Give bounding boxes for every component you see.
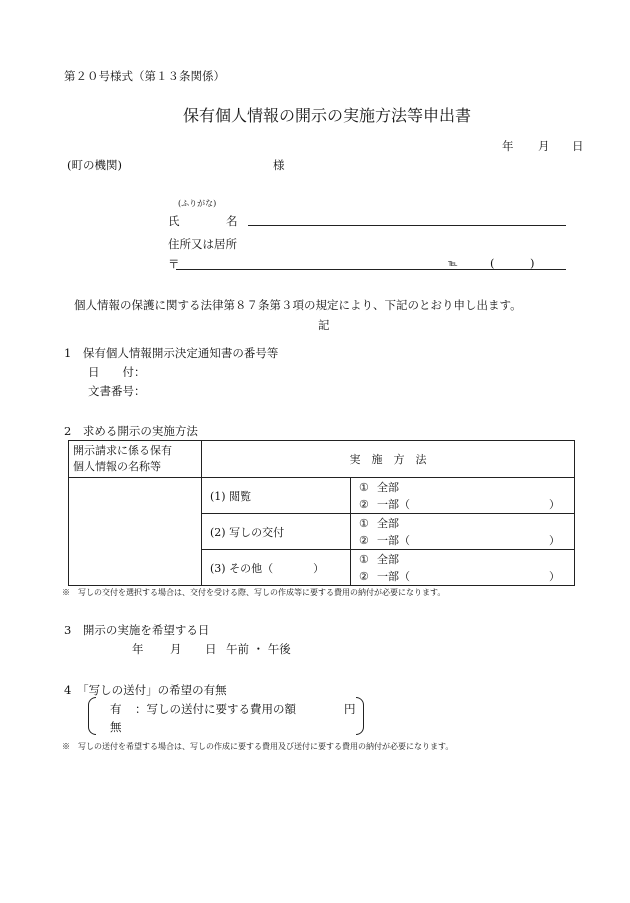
section3-month: 月 [170,642,182,656]
option-cell-3 [351,550,575,586]
method-table [68,440,575,586]
addressee: (町の機関) [67,158,122,172]
opt-part-close: ） [549,569,560,583]
date-month-label: 月 [538,139,550,153]
opt-part-no[interactable]: ② [359,497,369,511]
section3-heading: 3 開示の実施を希望する日 [64,623,210,637]
method-cell-3 [202,550,351,586]
opt-part[interactable]: 一部（ [377,569,410,583]
section4-heading: 4 「写しの送付」の希望の有無 [64,683,227,697]
section2-note: ※ 写しの交付を選択する場合は、交付を受ける際、写しの作成等に要する費用の納付が必要になります。 [62,588,446,597]
method-label-copy: (2) 写しの交付 [210,525,285,539]
address-field-line[interactable] [176,269,566,270]
section2-heading: 2 求める開示の実施方法 [64,424,198,438]
tel-paren-close: ) [530,256,535,270]
bracket-left [88,697,96,735]
date-year-label: 年 [502,139,514,153]
section3-ampm[interactable]: 午前 ・ 午後 [226,642,291,656]
date-day-label: 日 [572,139,584,153]
shipping-yes[interactable]: 有 [110,702,122,716]
opt-part-close: ） [549,497,560,511]
opt-part-close: ） [549,533,560,547]
method-cell-2 [202,514,351,550]
method-label-other-close: ） [313,561,325,575]
opt-all-no[interactable]: ① [359,480,369,494]
opt-part[interactable]: 一部（ [377,497,410,511]
bracket-right [356,697,364,735]
col1-header-line2: 個人情報の名称等 [73,460,161,473]
address-label: 住所又は居所 [168,237,237,251]
opt-all[interactable]: 全部 [377,516,399,530]
section4-note: ※ 写しの送付を希望する場合は、写しの作成に要する費用及び送付に要する費用の納付が必要になります。 [62,742,454,751]
section1-date-label: 日 付： [88,365,146,379]
option-cell-2 [351,514,575,550]
section1-docno-label: 文書番号： [88,384,146,398]
col2-header: 実 施 方 法 [349,453,427,466]
page-title: 保有個人情報の開示の実施方法等申出書 [183,106,472,125]
method-cell-1 [202,478,351,514]
method-label-view: (1) 閲覧 [210,489,252,503]
name-field-line[interactable] [248,225,566,226]
shipping-yen: 円 [344,702,356,716]
shipping-no[interactable]: 無 [110,720,122,734]
info-name-cell[interactable] [69,478,202,586]
tel-paren-open: ( [490,256,495,270]
section3-year: 年 [132,642,144,656]
opt-all-no[interactable]: ① [359,516,369,530]
table-header-name [69,441,202,478]
opt-all[interactable]: 全部 [377,552,399,566]
col1-header-line1: 開示請求に係る保有 [73,444,172,457]
furigana-label: (ふりがな) [178,199,217,208]
opt-part[interactable]: 一部（ [377,533,410,547]
option-cell-1 [351,478,575,514]
postal-mark: 〒 [168,257,180,271]
name-label-2: 名 [226,214,238,228]
method-label-other: (3) その他（ [210,561,274,575]
addressee-honorific: 様 [273,158,285,172]
table-header-method [202,441,575,478]
tel-mark: ℡ [448,259,458,269]
ki-label: 記 [318,318,330,332]
intro-text: 個人情報の保護に関する法律第８７条第３項の規定により、下記のとおり申し出ます。 [74,298,522,312]
opt-part-no[interactable]: ② [359,533,369,547]
shipping-yes-desc: ：写しの送付に要する費用の額 [135,702,296,716]
section1-heading: 1 保有個人情報開示決定通知書の番号等 [64,346,279,360]
opt-all-no[interactable]: ① [359,552,369,566]
name-label-1: 氏 [168,214,180,228]
opt-all[interactable]: 全部 [377,480,399,494]
form-number: 第２０号様式（第１３条関係） [64,69,225,83]
section3-day: 日 [205,642,217,656]
opt-part-no[interactable]: ② [359,569,369,583]
